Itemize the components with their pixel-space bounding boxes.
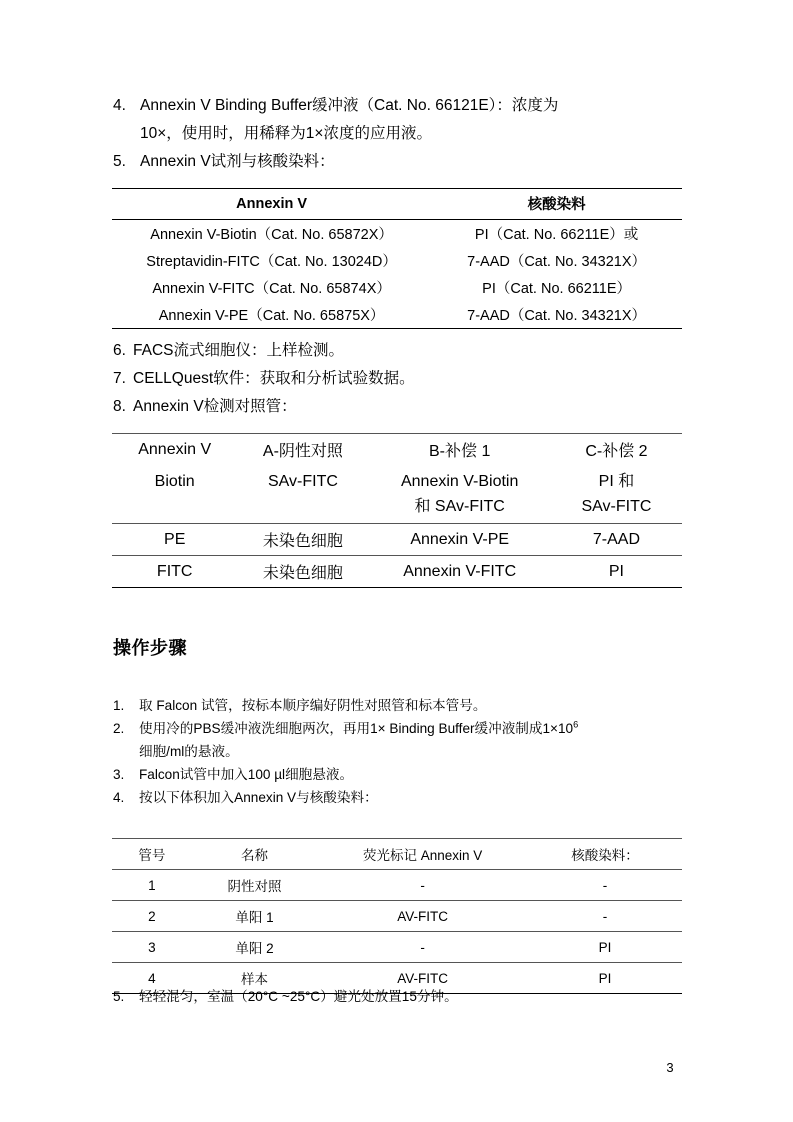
list-item-text: Annexin V检测对照管： <box>133 398 297 415</box>
list-item-text <box>140 92 689 148</box>
superscript-exponent: 6 <box>573 719 579 730</box>
table-row <box>112 870 682 901</box>
cell-nucleic-dye: - <box>602 908 608 924</box>
cell-nucleic-dye: PI <box>598 939 612 955</box>
cell-tube-number: 2 <box>148 908 156 924</box>
list-item <box>113 786 689 809</box>
reagent-list-lower <box>113 337 689 421</box>
cell-name: 样本 <box>240 972 268 987</box>
cell-conjugate: PE <box>164 530 186 548</box>
column-header-annexin-v: Annexin V <box>112 189 431 220</box>
section-heading-procedure: 操作步骤 <box>113 638 187 658</box>
list-item-text: 按以下体积加入Annexin V与核酸染料： <box>139 790 378 805</box>
table-tube-volumes <box>112 838 682 994</box>
list-item-number: 3. <box>113 767 125 782</box>
list-item-text: Falcon试管中加入100 µl细胞悬液。 <box>139 767 354 782</box>
list-item-text <box>139 717 689 763</box>
list-item-text: CELLQuest软件：获取和分析试验数据。 <box>133 370 415 387</box>
list-item-number: 5. <box>113 153 126 170</box>
table-row <box>112 932 682 963</box>
column-header-fluor-annexin-v: 荧光标记 Annexin V <box>317 839 528 870</box>
cell-negative-control: 未染色细胞 <box>262 533 343 550</box>
cell-compensation-2: 7-AAD <box>592 530 640 548</box>
list-item-line <box>139 717 689 740</box>
cell-compensation-1: Annexin V-PE <box>410 530 510 548</box>
cell-nucleic-dye: PI（Cat. No. 66211E）或 <box>474 227 639 243</box>
list-item-text: FACS流式细胞仪：上样检测。 <box>133 342 344 359</box>
cell-nucleic-dye: 7-AAD（Cat. No. 34321X） <box>467 308 647 324</box>
cell-annexin-v: AV-FITC <box>397 908 449 924</box>
cell-line: 和 SAv-FITC <box>414 498 505 515</box>
table-row <box>112 556 682 588</box>
list-item <box>113 717 689 763</box>
list-item <box>113 337 689 365</box>
cell-compensation-1 <box>368 465 550 524</box>
cell-name: 阴性对照 <box>227 879 282 894</box>
cell-tube-number: 3 <box>148 939 156 955</box>
list-item-text: 取 Falcon 试管，按标本顺序编好阴性对照管和标本管号。 <box>139 698 487 713</box>
list-item-number: 6. <box>113 342 126 359</box>
table-header-row <box>112 189 682 220</box>
cell-annexin-v: AV-FITC <box>397 970 449 986</box>
column-header-nucleic-dye: 核酸染料： <box>528 839 682 870</box>
cell-name: 单阳 1 <box>235 910 274 925</box>
cell-annexin-v: Annexin V-Biotin（Cat. No. 65872X） <box>150 227 393 243</box>
table-header-row <box>112 434 682 466</box>
procedure-step-list <box>113 694 689 809</box>
list-item-number: 2. <box>113 721 125 736</box>
reagent-list-upper <box>113 92 689 176</box>
cell-tube-number: 1 <box>148 877 156 893</box>
list-item <box>113 985 689 1008</box>
cell-line: PI 和 <box>598 473 635 490</box>
table-annexin-reagents <box>112 188 682 329</box>
list-item-line: 细胞/ml的悬液。 <box>139 744 239 759</box>
cell-nucleic-dye: PI <box>598 970 612 986</box>
cell-compensation-1: Annexin V-FITC <box>403 562 517 580</box>
cell-annexin-v: Annexin V-PE（Cat. No. 65875X） <box>158 308 385 324</box>
cell-line: SAv-FITC <box>581 498 652 515</box>
list-item-number: 4. <box>113 97 126 114</box>
cell-annexin-v: Annexin V-FITC（Cat. No. 65874X） <box>152 281 391 297</box>
cell-conjugate: FITC <box>156 562 193 580</box>
table-row <box>112 220 682 248</box>
list-item-number: 7. <box>113 370 126 387</box>
list-item-line: Annexin V Binding Buffer缓冲液（Cat. No. 66121E）：浓度为 <box>140 97 559 114</box>
list-item-text: 轻轻混匀，室温（20°C ~25°C）避光处放置15分钟。 <box>139 989 458 1004</box>
cell-conjugate: Biotin <box>154 473 195 490</box>
cell-negative-control: 未染色细胞 <box>262 565 343 582</box>
list-item-number: 4. <box>113 790 125 805</box>
cell-nucleic-dye: - <box>602 877 608 893</box>
table-row <box>112 274 682 301</box>
list-item <box>113 92 689 148</box>
table-row <box>112 247 682 274</box>
list-item-line: 10×，使用时，用稀释为1×浓度的应用液。 <box>140 125 432 142</box>
step-text-main: 使用冷的PBS缓冲液洗细胞两次，再用1× Binding Buffer缓冲液制成1×10 <box>139 721 574 736</box>
cell-annexin-v: - <box>420 877 425 893</box>
cell-nucleic-dye: PI（Cat. No. 66211E） <box>482 281 632 297</box>
cell-compensation-2: PI <box>608 562 624 580</box>
cell-compensation-2 <box>551 465 682 524</box>
table-row <box>112 301 682 329</box>
table-row <box>112 901 682 932</box>
column-header-a-negative-control: A-阴性对照 <box>237 434 368 466</box>
page-number: 3 <box>666 1060 674 1075</box>
list-item-text: Annexin V试剂与核酸染料： <box>140 153 335 170</box>
table-control-tubes <box>112 433 682 588</box>
table-row <box>112 524 682 556</box>
list-item <box>113 763 689 786</box>
list-item <box>113 365 689 393</box>
column-header-c-compensation-2: C-补偿 2 <box>551 434 682 466</box>
cell-name: 单阳 2 <box>235 941 274 956</box>
list-item <box>113 694 689 717</box>
list-item <box>113 148 689 176</box>
table-row <box>112 465 682 524</box>
cell-nucleic-dye: 7-AAD（Cat. No. 34321X） <box>467 254 647 270</box>
column-header-b-compensation-1: B-补偿 1 <box>368 434 550 466</box>
cell-line: Annexin V-Biotin <box>400 473 519 490</box>
list-item-number: 5. <box>113 989 125 1004</box>
table-header-row <box>112 839 682 870</box>
column-header-annexin-v: Annexin V <box>112 434 237 466</box>
list-item-number: 8. <box>113 398 126 415</box>
cell-annexin-v: Streptavidin-FITC（Cat. No. 13024D） <box>146 254 397 270</box>
list-item-number: 1. <box>113 698 125 713</box>
cell-negative-control: SAv-FITC <box>267 473 338 490</box>
cell-tube-number: 4 <box>148 970 156 986</box>
column-header-tube-number: 管号 <box>112 839 192 870</box>
column-header-nucleic-dye: 核酸染料 <box>431 189 682 220</box>
cell-annexin-v: - <box>420 939 425 955</box>
list-item <box>113 393 689 421</box>
column-header-name: 名称 <box>192 839 317 870</box>
